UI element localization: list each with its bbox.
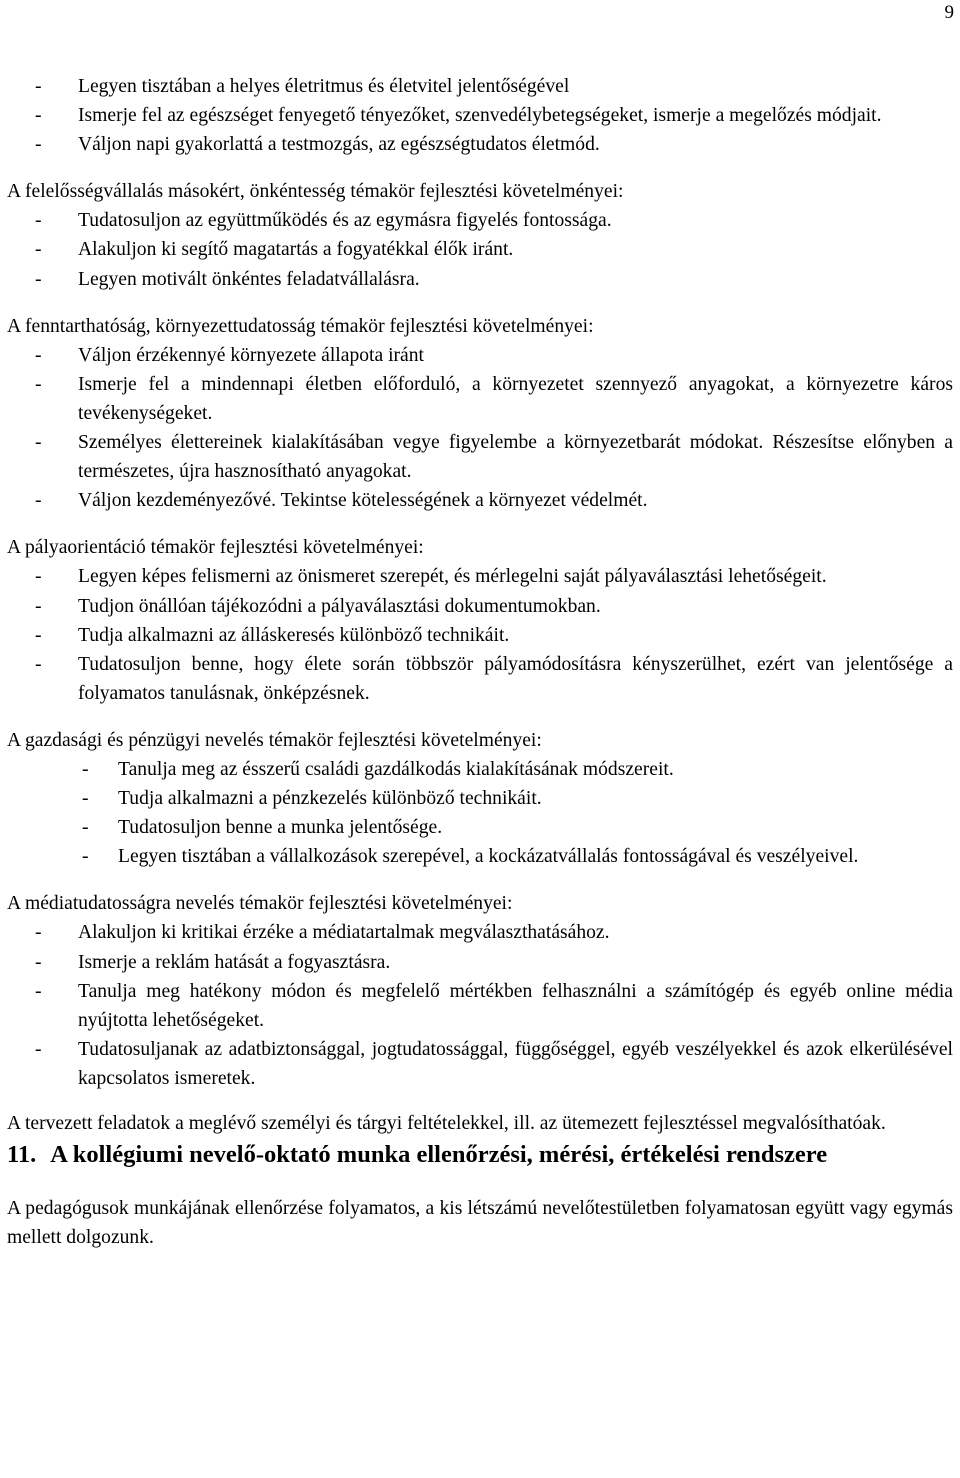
list-item: - Tudja alkalmazni a pénzkezelés különböző technikáit. (7, 784, 953, 813)
section-heading: A felelősségvállalás másokért, önkéntesség témakör fejlesztési követelményei: (7, 181, 624, 203)
chapter-title: A kollégiumi nevelő-oktató munka ellenőrzési, mérési, értékelési rendszere (50, 1141, 828, 1169)
list-item: - Tudatosuljon benne a munka jelentősége. (7, 813, 953, 842)
section-economic-education (7, 726, 953, 871)
list-item: - Alakuljon ki segítő magatartás a fogyatékkal élők iránt. (7, 235, 953, 264)
list-item: - Ismerje a reklám hatását a fogyasztásra. (7, 948, 953, 977)
list-item: - Tudatosuljanak az adatbiztonsággal, jogtudatossággal, függőséggel, egyéb veszélyekkel és azok elkerülésével kapcsolatos ismeretek. (7, 1035, 953, 1093)
requirements-list (7, 206, 953, 293)
chapter-heading (7, 1138, 953, 1172)
section-sustainability (7, 312, 953, 516)
document-body (7, 72, 953, 1252)
list-item: - Ismerje fel az egészséget fenyegető tényezőket, szenvedélybetegségeket, ismerje a megelőzés módjait. (7, 101, 953, 130)
list-item: - Tudatosuljon az együttműködés és az egymásra figyelés fontossága. (7, 206, 953, 235)
chapter-number: 11. (7, 1141, 37, 1169)
health-requirements-list (7, 72, 953, 159)
section-media-literacy (7, 889, 953, 1093)
requirements-list (7, 341, 953, 516)
list-item: - Tanulja meg az ésszerű családi gazdálkodás kialakításának módszereit. (7, 755, 953, 784)
requirements-list (7, 755, 953, 871)
list-item: - Legyen tisztában a vállalkozások szerepével, a kockázatvállalás fontosságával és veszélyeivel. (7, 842, 953, 871)
section-heading: A gazdasági és pénzügyi nevelés témakör fejlesztési követelményei: (7, 729, 542, 751)
final-paragraph: A pedagógusok munkájának ellenőrzése folyamatos, a kis létszámú nevelőtestületben folyamatosan együtt vagy egymás mellett dolgozunk. (7, 1198, 953, 1249)
requirements-list (7, 562, 953, 707)
list-item: - Alakuljon ki kritikai érzéke a médiatartalmak megválaszthatásához. (7, 918, 953, 947)
list-item: - Tudatosuljon benne, hogy élete során többször pályamódosításra kényszerülhet, ezért van jelentősége a folyamatos tanulásnak, önképzésnek. (7, 650, 953, 708)
list-item: - Tudjon önállóan tájékozódni a pályaválasztási dokumentumokban. (7, 592, 953, 621)
list-item: - Váljon kezdeményezővé. Tekintse kötelességének a környezet védelmét. (7, 486, 953, 515)
health-requirements-block (7, 72, 953, 159)
list-item: - Személyes élettereinek kialakításában vegye figyelembe a környezetbarát módokat. Részesítse előnyben a természetes, újra hasznosítható anyagokat. (7, 428, 953, 486)
closing-paragraph: A tervezett feladatok a meglévő személyi és tárgyi feltételekkel, ill. az ütemezett fejlesztéssel megvalósíthatóak. (7, 1113, 886, 1134)
list-item: - Legyen képes felismerni az önismeret szerepét, és mérlegelni saját pályaválasztási lehetőségeit. (7, 562, 953, 591)
section-responsibility (7, 177, 953, 293)
list-item: - Tudja alkalmazni az álláskeresés különböző technikáit. (7, 621, 953, 650)
list-item: - Legyen motivált önkéntes feladatvállalásra. (7, 265, 953, 294)
requirements-list (7, 918, 953, 1093)
list-item: - Ismerje fel a mindennapi életben előforduló, a környezetet szennyező anyagokat, a környezetre káros tevékenységeket. (7, 370, 953, 428)
list-item: - Váljon napi gyakorlattá a testmozgás, az egészségtudatos életmód. (7, 130, 953, 159)
section-career-orientation (7, 533, 953, 708)
list-item: - Váljon érzékennyé környezete állapota iránt (7, 341, 953, 370)
section-heading: A pályaorientáció témakör fejlesztési követelményei: (7, 537, 424, 559)
section-heading: A fenntarthatóság, környezettudatosság témakör fejlesztési követelményei: (7, 315, 594, 337)
page-number: 9 (944, 2, 954, 23)
list-item: - Tanulja meg hatékony módon és megfelelő mértékben felhasználni a számítógép és egyéb online média nyújtotta lehetőségeket. (7, 977, 953, 1035)
list-item: - Legyen tisztában a helyes életritmus és életvitel jelentőségével (7, 72, 953, 101)
section-heading: A médiatudatosságra nevelés témakör fejlesztési követelményei: (7, 893, 513, 915)
